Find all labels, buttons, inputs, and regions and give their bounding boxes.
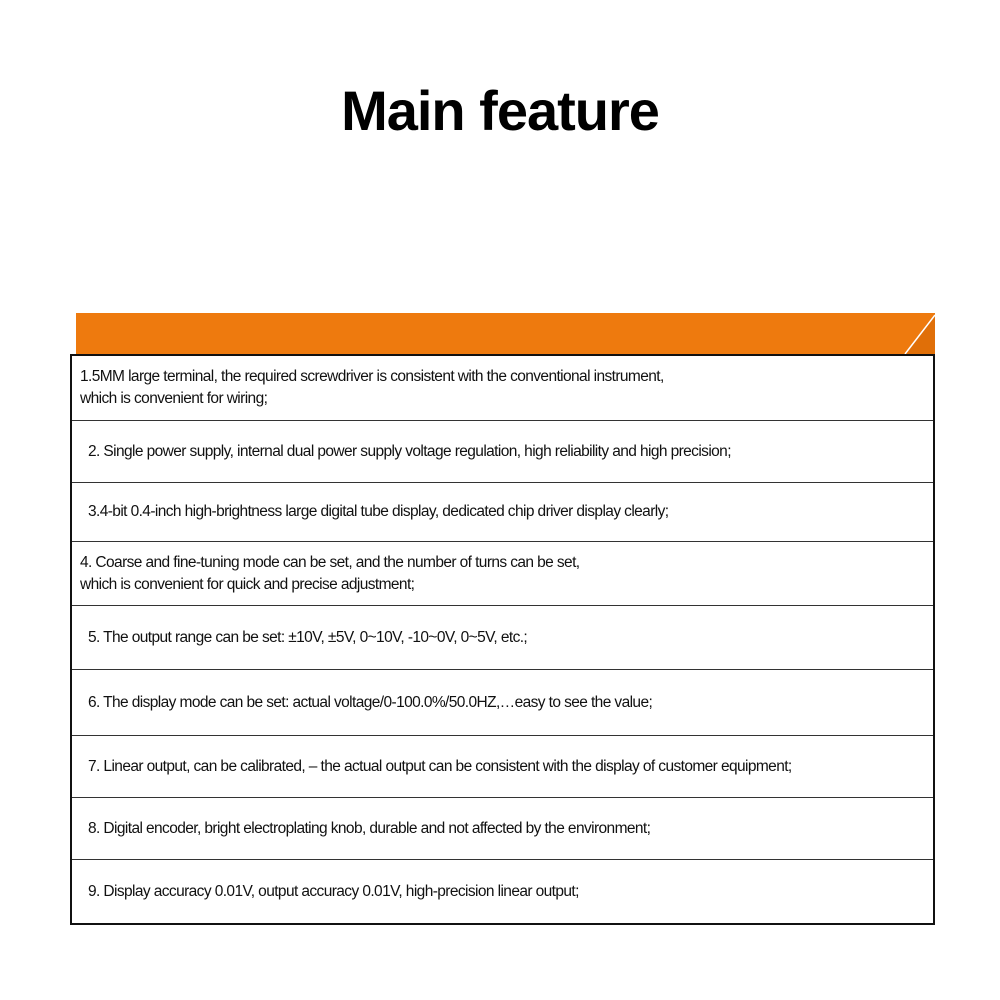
feature-text: 8. Digital encoder, bright electroplating knob, durable and not affected by the environment;	[88, 819, 651, 837]
feature-table	[70, 354, 935, 925]
page-title: Main feature	[341, 79, 659, 142]
feature-row	[72, 542, 933, 606]
feature-row	[72, 670, 933, 736]
feature-row	[72, 606, 933, 670]
feature-text: which is convenient for quick and precise adjustment;	[80, 575, 415, 593]
feature-text: 4. Coarse and fine-tuning mode can be set, and the number of turns can be set,	[80, 553, 580, 571]
feature-row	[72, 421, 933, 483]
feature-text: which is convenient for wiring;	[80, 390, 268, 407]
feature-row	[72, 483, 933, 542]
feature-text: 6. The display mode can be set: actual voltage/0-100.0%/50.0HZ,…easy to see the value;	[88, 693, 653, 711]
feature-text: 3.4-bit 0.4-inch high-brightness large digital tube display, dedicated chip driver display clearly;	[88, 503, 669, 520]
feature-row	[72, 798, 933, 860]
feature-text: 1.5MM large terminal, the required screwdriver is consistent with the conventional instrument,	[80, 368, 664, 385]
feature-text: 5. The output range can be set: ±10V, ±5V, 0~10V, -10~0V, 0~5V, etc.;	[88, 628, 528, 646]
feature-row	[72, 860, 933, 923]
feature-row	[72, 356, 933, 421]
feature-row	[72, 736, 933, 798]
feature-text: 2. Single power supply, internal dual power supply voltage regulation, high reliability and high precision;	[88, 442, 731, 460]
feature-text: 9. Display accuracy 0.01V, output accuracy 0.01V, high-precision linear output;	[88, 882, 579, 900]
feature-text: 7. Linear output, can be calibrated, – the actual output can be consistent with the display of customer equipment;	[88, 757, 792, 775]
